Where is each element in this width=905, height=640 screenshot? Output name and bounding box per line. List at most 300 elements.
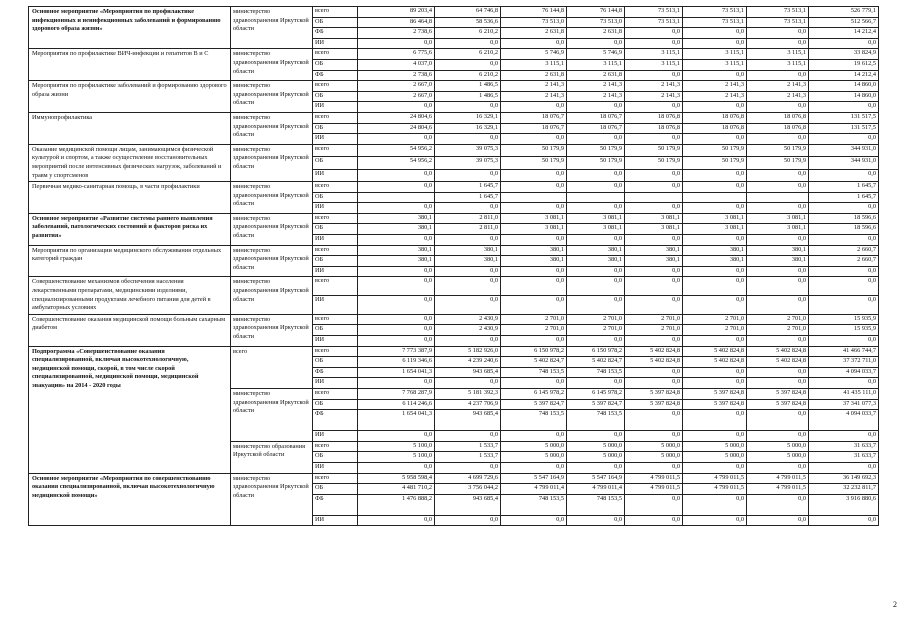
value-cell: 4 481 710,2	[358, 484, 435, 495]
table-row	[29, 473, 879, 484]
value-cell: 6 145 978,2	[501, 388, 567, 399]
value-cell: 3 115,1	[747, 49, 809, 60]
table-row	[29, 314, 879, 325]
measure-name: Мероприятия по профилактике ВИЧ-инфекции и гепатитов В и С	[29, 49, 231, 81]
value-cell: 0,0	[747, 102, 809, 113]
value-cell: 7 773 387,9	[358, 346, 435, 357]
value-cell: 0,0	[747, 494, 809, 515]
responsible-executor: всего	[231, 346, 313, 388]
funding-source: всего	[313, 346, 358, 357]
value-cell: 0,0	[625, 38, 683, 49]
value-cell: 0,0	[747, 462, 809, 473]
funding-source: ОБ	[313, 357, 358, 368]
funding-source: ОБ	[313, 123, 358, 134]
funding-source: ИИ	[313, 134, 358, 145]
value-cell: 0,0	[625, 336, 683, 347]
value-cell: 5 402 824,8	[747, 357, 809, 368]
measure-name: Совершенствование оказания медицинской помощи больным сахарным диабетом	[29, 314, 231, 346]
funding-source: ОБ	[313, 256, 358, 267]
funding-source: всего	[313, 314, 358, 325]
value-cell: 0,0	[625, 431, 683, 442]
table-row	[29, 245, 879, 256]
value-cell: 0,0	[567, 169, 625, 181]
value-cell: 943 685,4	[435, 494, 501, 515]
value-cell: 50 179,9	[625, 157, 683, 169]
funding-source: ИИ	[313, 462, 358, 473]
value-cell: 0,0	[625, 378, 683, 389]
value-cell: 0,0	[435, 59, 501, 70]
total-cell: 0,0	[809, 169, 879, 181]
value-cell: 0,0	[567, 102, 625, 113]
total-cell: 33 824,9	[809, 49, 879, 60]
value-cell: 2 701,0	[625, 325, 683, 336]
value-cell: 73 513,1	[683, 7, 747, 18]
value-cell: 380,1	[435, 245, 501, 256]
value-cell: 0,0	[747, 336, 809, 347]
value-cell: 7 768 287,9	[358, 388, 435, 399]
value-cell: 2 141,3	[501, 81, 567, 92]
value-cell: 0,0	[435, 134, 501, 145]
value-cell: 0,0	[747, 378, 809, 389]
value-cell: 1 645,7	[435, 192, 501, 203]
value-cell: 73 513,1	[625, 7, 683, 18]
value-cell: 0,0	[501, 336, 567, 347]
value-cell: 3 081,1	[501, 224, 567, 235]
value-cell: 0,0	[683, 515, 747, 526]
value-cell: 0,0	[435, 277, 501, 296]
value-cell: 2 738,6	[358, 28, 435, 39]
value-cell: 0,0	[358, 38, 435, 49]
value-cell: 0,0	[747, 28, 809, 39]
responsible-executor: министерство здравоохранения Иркутской области	[231, 7, 313, 49]
table-row	[29, 277, 879, 296]
value-cell: 6 150 978,2	[501, 346, 567, 357]
funding-source: ФБ	[313, 367, 358, 378]
total-cell: 37 372 711,0	[809, 357, 879, 368]
responsible-executor: министерство здравоохранения Иркутской области	[231, 314, 313, 346]
value-cell: 50 179,9	[683, 157, 747, 169]
value-cell: 50 179,9	[625, 144, 683, 156]
total-cell: 19 612,5	[809, 59, 879, 70]
value-cell: 0,0	[683, 266, 747, 277]
value-cell: 0,0	[625, 515, 683, 526]
total-cell: 37 341 077,3	[809, 399, 879, 410]
value-cell: 16 329,1	[435, 112, 501, 123]
value-cell: 3 081,1	[567, 224, 625, 235]
total-cell: 31 633,7	[809, 441, 879, 452]
value-cell: 0,0	[567, 378, 625, 389]
value-cell: 5 182 926,0	[435, 346, 501, 357]
value-cell: 380,1	[358, 224, 435, 235]
value-cell: 0,0	[358, 515, 435, 526]
value-cell: 0,0	[683, 378, 747, 389]
value-cell: 0,0	[567, 134, 625, 145]
value-cell: 0,0	[747, 277, 809, 296]
value-cell: 73 513,1	[683, 17, 747, 28]
value-cell: 1 533,7	[435, 452, 501, 463]
value-cell: 2 141,3	[683, 91, 747, 102]
total-cell: 1 645,7	[809, 182, 879, 193]
funding-source: ОБ	[313, 399, 358, 410]
measure-name: Оказание медицинской помощи лицам, занимающимся физической культурой и спортом, а также осуществление восстановительных мероприятий после интенсивных физических нагрузок, заболеваний и травм у спортсменов	[29, 144, 231, 181]
funding-source: ОБ	[313, 157, 358, 169]
total-cell: 131 517,5	[809, 123, 879, 134]
value-cell: 5 100,0	[358, 452, 435, 463]
value-cell: 0,0	[435, 203, 501, 214]
value-cell: 0,0	[625, 235, 683, 246]
value-cell: 5 397 824,8	[625, 388, 683, 399]
value-cell: 0,0	[358, 462, 435, 473]
funding-source: ИИ	[313, 38, 358, 49]
value-cell: 3 115,1	[625, 59, 683, 70]
value-cell: 0,0	[501, 296, 567, 315]
value-cell: 18 076,8	[683, 123, 747, 134]
value-cell: 0,0	[683, 134, 747, 145]
total-cell: 0,0	[809, 102, 879, 113]
measure-name: Иммунопрофилактика	[29, 112, 231, 144]
value-cell: 2 738,6	[358, 70, 435, 81]
value-cell: 0,0	[501, 378, 567, 389]
value-cell: 5 402 824,8	[747, 346, 809, 357]
value-cell: 3 081,1	[567, 213, 625, 224]
funding-source: всего	[313, 277, 358, 296]
value-cell: 6 114 246,6	[358, 399, 435, 410]
value-cell: 0,0	[358, 378, 435, 389]
value-cell: 50 179,9	[567, 157, 625, 169]
measure-name: Мероприятия по профилактике заболеваний и формированию здорового образа жизни	[29, 81, 231, 113]
value-cell: 5 397 824,8	[625, 399, 683, 410]
value-cell: 380,1	[435, 256, 501, 267]
funding-source: ИИ	[313, 203, 358, 214]
value-cell: 3 081,1	[683, 224, 747, 235]
value-cell: 2 701,0	[683, 314, 747, 325]
value-cell: 0,0	[358, 235, 435, 246]
total-cell: 0,0	[809, 431, 879, 442]
value-cell: 5 181 392,3	[435, 388, 501, 399]
value-cell: 39 075,3	[435, 144, 501, 156]
value-cell: 0,0	[501, 515, 567, 526]
value-cell	[625, 192, 683, 203]
value-cell: 6 210,2	[435, 49, 501, 60]
value-cell: 0,0	[625, 410, 683, 431]
value-cell: 0,0	[567, 235, 625, 246]
value-cell: 4 799 011,4	[567, 484, 625, 495]
value-cell: 5 402 824,8	[625, 357, 683, 368]
funding-source: всего	[313, 49, 358, 60]
value-cell: 0,0	[358, 169, 435, 181]
value-cell: 2 701,0	[683, 325, 747, 336]
funding-source: ИИ	[313, 515, 358, 526]
value-cell: 0,0	[501, 462, 567, 473]
value-cell: 18 076,8	[747, 123, 809, 134]
value-cell: 3 081,1	[683, 213, 747, 224]
funding-source: ФБ	[313, 70, 358, 81]
value-cell: 1 645,7	[435, 182, 501, 193]
value-cell: 0,0	[625, 203, 683, 214]
total-cell: 14 860,0	[809, 91, 879, 102]
measure-name: Подпрограмма «Совершенствование оказания специализированной, включая высокотехнологичную, медицинской помощи, скорой, в том числе скорой специализированной, медицинской помощи, медицинской эвакуации» на 2014 - 2020 годы	[29, 346, 231, 473]
value-cell: 18 076,7	[567, 112, 625, 123]
value-cell: 0,0	[435, 235, 501, 246]
value-cell: 86 464,8	[358, 17, 435, 28]
value-cell: 748 153,5	[501, 410, 567, 431]
value-cell: 2 141,3	[625, 91, 683, 102]
funding-source: всего	[313, 81, 358, 92]
value-cell: 3 115,1	[567, 59, 625, 70]
value-cell: 4 799 011,5	[625, 473, 683, 484]
total-cell: 4 094 033,7	[809, 367, 879, 378]
value-cell: 1 486,5	[435, 81, 501, 92]
value-cell: 0,0	[501, 169, 567, 181]
table-row	[29, 182, 879, 193]
value-cell: 2 667,0	[358, 81, 435, 92]
total-cell: 2 660,7	[809, 245, 879, 256]
budget-table-page	[28, 6, 878, 526]
value-cell: 5 402 824,8	[683, 357, 747, 368]
value-cell: 18 076,7	[501, 112, 567, 123]
budget-table-body	[29, 7, 879, 526]
value-cell: 0,0	[683, 38, 747, 49]
value-cell: 0,0	[625, 70, 683, 81]
value-cell: 5 402 824,8	[625, 346, 683, 357]
total-cell: 344 931,0	[809, 144, 879, 156]
value-cell: 2 430,9	[435, 314, 501, 325]
value-cell: 0,0	[747, 410, 809, 431]
value-cell: 0,0	[567, 296, 625, 315]
total-cell: 512 566,7	[809, 17, 879, 28]
value-cell: 5 000,0	[501, 441, 567, 452]
value-cell: 18 076,8	[747, 112, 809, 123]
total-cell: 0,0	[809, 296, 879, 315]
table-row	[29, 213, 879, 224]
value-cell: 0,0	[747, 367, 809, 378]
value-cell: 3 081,1	[747, 224, 809, 235]
value-cell: 0,0	[683, 367, 747, 378]
total-cell: 131 517,5	[809, 112, 879, 123]
value-cell: 0,0	[567, 182, 625, 193]
value-cell: 50 179,9	[747, 144, 809, 156]
value-cell: 0,0	[747, 235, 809, 246]
value-cell	[567, 192, 625, 203]
value-cell: 1 654 041,3	[358, 410, 435, 431]
value-cell: 5 397 824,8	[683, 399, 747, 410]
table-row	[29, 112, 879, 123]
value-cell: 0,0	[567, 277, 625, 296]
value-cell: 4 799 011,5	[747, 484, 809, 495]
value-cell: 3 081,1	[625, 213, 683, 224]
value-cell	[683, 192, 747, 203]
value-cell: 50 179,9	[501, 144, 567, 156]
table-row	[29, 346, 879, 357]
value-cell: 2 811,0	[435, 224, 501, 235]
value-cell: 0,0	[501, 277, 567, 296]
funding-source: ИИ	[313, 102, 358, 113]
funding-source: всего	[313, 473, 358, 484]
funding-source: всего	[313, 182, 358, 193]
value-cell: 2 701,0	[501, 325, 567, 336]
value-cell: 0,0	[501, 431, 567, 442]
value-cell: 380,1	[683, 256, 747, 267]
value-cell: 54 956,2	[358, 144, 435, 156]
value-cell: 2 701,0	[625, 314, 683, 325]
value-cell: 380,1	[567, 256, 625, 267]
value-cell: 0,0	[358, 102, 435, 113]
value-cell: 50 179,9	[567, 144, 625, 156]
value-cell: 1 533,7	[435, 441, 501, 452]
value-cell: 748 153,5	[567, 494, 625, 515]
funding-source: ИИ	[313, 169, 358, 181]
value-cell: 5 000,0	[567, 441, 625, 452]
total-cell: 18 596,6	[809, 224, 879, 235]
value-cell: 16 329,1	[435, 123, 501, 134]
responsible-executor: министерство здравоохранения Иркутской области	[231, 245, 313, 277]
value-cell: 5 000,0	[501, 452, 567, 463]
total-cell: 15 935,9	[809, 325, 879, 336]
value-cell: 2 631,8	[567, 70, 625, 81]
value-cell: 0,0	[501, 38, 567, 49]
value-cell: 0,0	[683, 182, 747, 193]
value-cell: 0,0	[747, 266, 809, 277]
total-cell: 0,0	[809, 134, 879, 145]
value-cell: 2 141,3	[501, 91, 567, 102]
value-cell: 73 513,1	[747, 17, 809, 28]
value-cell: 0,0	[501, 102, 567, 113]
total-cell: 4 094 033,7	[809, 410, 879, 431]
value-cell: 0,0	[683, 336, 747, 347]
value-cell: 5 402 824,7	[567, 357, 625, 368]
value-cell: 5 397 824,7	[501, 399, 567, 410]
value-cell: 0,0	[567, 203, 625, 214]
value-cell: 4 799 011,5	[683, 484, 747, 495]
value-cell: 2 141,3	[683, 81, 747, 92]
value-cell: 0,0	[435, 266, 501, 277]
value-cell: 6 775,6	[358, 49, 435, 60]
funding-source: ИИ	[313, 336, 358, 347]
value-cell: 5 397 824,8	[747, 399, 809, 410]
value-cell: 1 654 041,3	[358, 367, 435, 378]
measure-name: Основное мероприятие «Развитие системы раннего выявления заболеваний, патологических состояний и факторов риска их развития»	[29, 213, 231, 245]
value-cell: 4 699 729,6	[435, 473, 501, 484]
value-cell: 4 799 011,5	[747, 473, 809, 484]
funding-source: ОБ	[313, 192, 358, 203]
value-cell: 0,0	[625, 494, 683, 515]
value-cell: 5 000,0	[625, 441, 683, 452]
value-cell: 380,1	[747, 245, 809, 256]
value-cell	[747, 192, 809, 203]
responsible-executor: министерство здравоохранения Иркутской области	[231, 473, 313, 526]
value-cell: 0,0	[435, 462, 501, 473]
measure-name: Первичная медико-санитарная помощь, в части профилактики	[29, 182, 231, 214]
responsible-executor: министерство здравоохранения Иркутской области	[231, 49, 313, 81]
value-cell: 2 701,0	[747, 325, 809, 336]
value-cell: 3 081,1	[747, 213, 809, 224]
value-cell: 0,0	[683, 70, 747, 81]
value-cell: 0,0	[567, 336, 625, 347]
value-cell: 380,1	[747, 256, 809, 267]
funding-source: ОБ	[313, 452, 358, 463]
value-cell: 2 701,0	[567, 314, 625, 325]
value-cell: 0,0	[747, 182, 809, 193]
value-cell: 18 076,7	[567, 123, 625, 134]
value-cell: 2 141,3	[567, 91, 625, 102]
value-cell: 0,0	[683, 410, 747, 431]
value-cell: 380,1	[625, 245, 683, 256]
value-cell: 5 397 824,7	[567, 399, 625, 410]
value-cell: 0,0	[625, 367, 683, 378]
value-cell: 2 631,8	[501, 70, 567, 81]
measure-name: Совершенствование механизмов обеспечения населения лекарственными препаратами, медицинскими изделиями, специализированными продуктами лечебного питания для детей в амбулаторных условиях	[29, 277, 231, 314]
value-cell: 0,0	[747, 296, 809, 315]
value-cell: 3 115,1	[683, 59, 747, 70]
value-cell: 0,0	[435, 378, 501, 389]
value-cell: 2 631,8	[501, 28, 567, 39]
value-cell: 18 076,8	[625, 123, 683, 134]
value-cell: 6 145 978,2	[567, 388, 625, 399]
value-cell: 0,0	[501, 134, 567, 145]
value-cell: 4 037,0	[358, 59, 435, 70]
funding-source: ФБ	[313, 28, 358, 39]
value-cell: 2 701,0	[567, 325, 625, 336]
value-cell: 0,0	[501, 266, 567, 277]
total-cell: 0,0	[809, 378, 879, 389]
value-cell: 50 179,9	[501, 157, 567, 169]
value-cell: 24 804,6	[358, 123, 435, 134]
value-cell: 0,0	[625, 296, 683, 315]
funding-source: всего	[313, 441, 358, 452]
responsible-executor: министерство здравоохранения Иркутской области	[231, 81, 313, 113]
value-cell: 0,0	[435, 431, 501, 442]
value-cell: 0,0	[435, 38, 501, 49]
value-cell: 0,0	[435, 515, 501, 526]
value-cell: 380,1	[567, 245, 625, 256]
value-cell: 73 513,0	[567, 17, 625, 28]
funding-source: ИИ	[313, 431, 358, 442]
responsible-executor: министерство здравоохранения Иркутской области	[231, 112, 313, 144]
value-cell: 64 746,8	[435, 7, 501, 18]
total-cell: 0,0	[809, 462, 879, 473]
total-cell: 526 779,1	[809, 7, 879, 18]
value-cell: 2 141,3	[567, 81, 625, 92]
funding-source: ОБ	[313, 484, 358, 495]
value-cell: 73 513,1	[625, 17, 683, 28]
total-cell: 344 931,0	[809, 157, 879, 169]
total-cell: 41 435 111,0	[809, 388, 879, 399]
value-cell: 0,0	[358, 336, 435, 347]
value-cell: 2 667,0	[358, 91, 435, 102]
value-cell: 5 547 164,9	[501, 473, 567, 484]
value-cell: 73 513,1	[747, 7, 809, 18]
total-cell: 2 660,7	[809, 256, 879, 267]
funding-source: ОБ	[313, 325, 358, 336]
value-cell: 0,0	[625, 169, 683, 181]
value-cell: 39 075,3	[435, 157, 501, 169]
value-cell: 0,0	[625, 102, 683, 113]
value-cell: 58 536,6	[435, 17, 501, 28]
value-cell: 0,0	[567, 266, 625, 277]
value-cell: 380,1	[625, 256, 683, 267]
total-cell: 1 645,7	[809, 192, 879, 203]
value-cell: 380,1	[501, 245, 567, 256]
value-cell: 2 141,3	[747, 81, 809, 92]
value-cell: 1 486,5	[435, 91, 501, 102]
value-cell: 50 179,9	[683, 144, 747, 156]
value-cell: 0,0	[747, 515, 809, 526]
value-cell: 0,0	[358, 325, 435, 336]
total-cell: 3 916 880,6	[809, 494, 879, 515]
value-cell: 0,0	[683, 169, 747, 181]
total-cell: 14 212,4	[809, 28, 879, 39]
value-cell: 0,0	[625, 462, 683, 473]
